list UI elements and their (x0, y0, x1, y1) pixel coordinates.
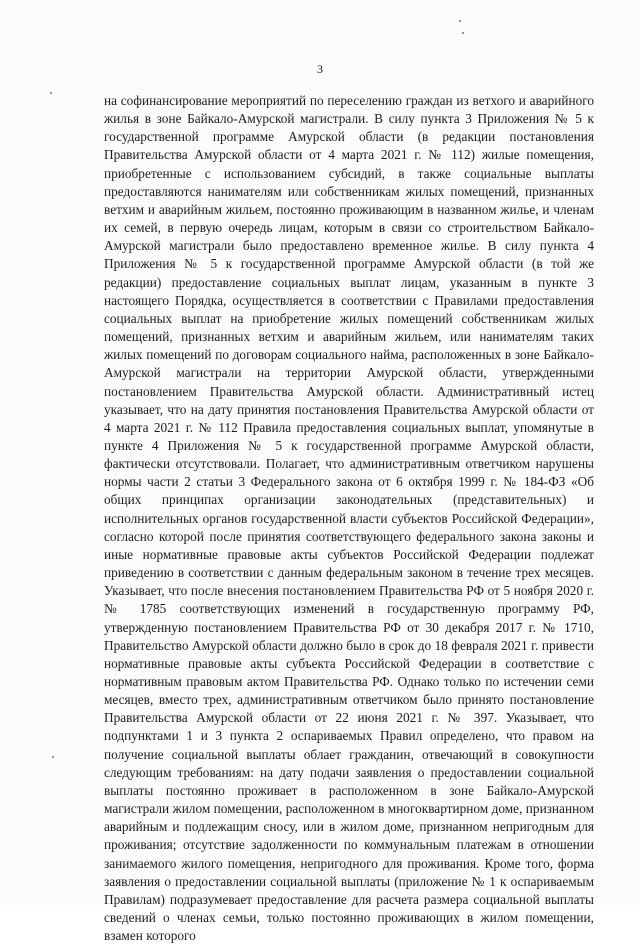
scan-speck (462, 32, 464, 34)
scan-speck (50, 92, 52, 94)
scan-speck (459, 20, 461, 22)
body-paragraph: на софинансирование мероприятий по переселению граждан из ветхого и аварийного жилья в зоне Байкало-Амурской магистрали. В силу пункта 3 Приложения № 5 к государственной программе Амурской области (в редакции постановления Правительства Амурской области от 4 марта 2021 г. № 112) жилые помещения, приобретенные с использованием субсидий, в также социальные выплаты предоставляются нанимателям или собственникам жилых помещений, признанных ветхим и аварийным жильем, постоянно проживающим в названном жилье, и членам их семей, в первую очередь лицам, которым в связи со строительством Байкало-Амурской магистрали было предоставлено временное жилье. В силу пункта 4 Приложения № 5 к государственной программе Амурской области (в той же редакции) предоставление социальных выплат лицам, указанным в пункте 3 настоящего Порядка, осуществляется в соответствии с Правилами предоставления социальных выплат на приобретение жилых помещений собственникам жилых помещений, признанных ветхим и аварийным жильем, или нанимателям таких жилых помещений по договорам социального найма, расположенных в зоне Байкало-Амурской магистрали на территории Амурской области, утвержденными постановлением Правительства Амурской области. Административный истец указывает, что на дату принятия постановления Правительства Амурской области от 4 марта 2021 г. № 112 Правила предоставления социальных выплат, упомянутые в пункте 4 Приложения № 5 к государственной программе Амурской области, фактически отсутствовали. Полагает, что административным ответчиком нарушены нормы части 2 статьи 3 Федерального закона от 6 октября 1999 г. № 184-ФЗ «Об общих принципах организации законодательных (представительных) и исполнительных органов государственной власти субъектов Российской Федерации», согласно которой после принятия соответствующего федерального закона законы и иные нормативные правовые акты субъектов Российской Федерации подлежат приведению в соответствии с данным федеральным законом в течение трех месяцев. Указывает, что после внесения постановлением Правительства РФ от 5 ноября 2020 г. № 1785 соответствующих изменений в государственную программу РФ, утвержденную постановлением Правительства РФ от 30 декабря 2017 г. № 1710, Правительство Амурской области должно было в срок до 18 февраля 2021 г. привести нормативные правовые акты субъекта Российской Федерации в соответствие с нормативным правовым актом Правительства РФ. Однако только по истечении семи месяцев, вместо трех, административным ответчиком было принято постановление Правительства Амурской области от 22 июня 2021 г. № 397. Указывает, что подпунктами 1 и 3 пункта 2 оспариваемых Правил определено, что правом на получение социальной выплаты облает гражданин, отвечающий в совокупности следующим требованиям: на дату подачи заявления о предоставлении социальной выплаты постоянно проживает в расположенном в зоне Байкало-Амурской магистрали жилом помещении, расположенном в многоквартирном доме, признанном аварийным и подлежащим сносу, или в жилом доме, признанном непригодным для проживания; отсутствие задолженности по коммунальным платежам в отношении занимаемого жилого помещения, непригодного для проживания. Кроме того, форма заявления о предоставлении социальной выплаты (приложение № 1 к оспариваемым Правилам) подразумевает предоставление для расчета размера социальной выплаты сведений о членах семьи, только постоянно проживающих в жилом помещении, взамен которого (104, 93, 594, 944)
scan-speck (52, 756, 54, 758)
page-number: 3 (317, 62, 323, 76)
